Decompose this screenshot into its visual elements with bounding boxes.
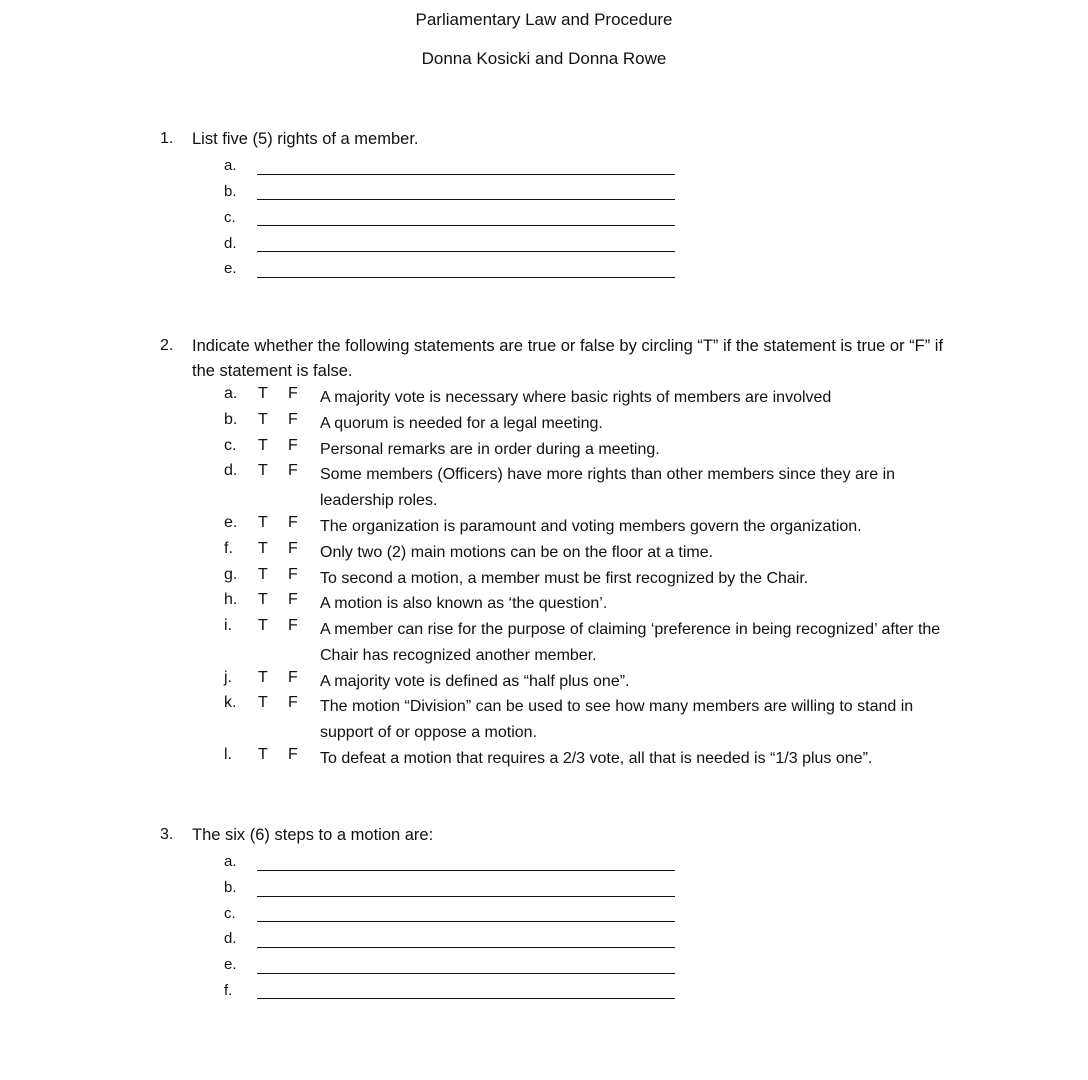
true-option[interactable]: T xyxy=(258,746,268,763)
true-option[interactable]: T xyxy=(258,540,268,557)
statement-letter: e. xyxy=(224,514,238,531)
true-option[interactable]: T xyxy=(258,617,268,634)
question-1-item-label: a. xyxy=(224,157,237,174)
question-1-answer-blank[interactable] xyxy=(257,251,675,252)
statement-text: A majority vote is defined as “half plus one”. xyxy=(320,673,630,690)
false-option[interactable]: F xyxy=(288,566,298,583)
statement-text: Personal remarks are in order during a meeting. xyxy=(320,441,660,458)
statement-letter: h. xyxy=(224,591,238,608)
statement-letter: d. xyxy=(224,462,238,479)
true-option[interactable]: T xyxy=(258,411,268,428)
question-2-prompt: Indicate whether the following statements are true or false by circling “T” if the statement is true or “F” if the statement is false. xyxy=(192,337,944,380)
question-1-item-label: b. xyxy=(224,183,237,200)
statement-text: To defeat a motion that requires a 2/3 vote, all that is needed is “1/3 plus one”. xyxy=(320,750,873,767)
question-3-number: 3. xyxy=(160,826,174,843)
statement-text: To second a motion, a member must be first recognized by the Chair. xyxy=(320,570,809,587)
true-option[interactable]: T xyxy=(258,514,268,531)
true-option[interactable]: T xyxy=(258,694,268,711)
true-option[interactable]: T xyxy=(258,437,268,454)
statement-text: A member can rise for the purpose of claiming ‘preference in being recognized’ after the Chair has recognized another member. xyxy=(320,621,941,664)
question-1-answer-blank[interactable] xyxy=(257,199,675,200)
question-3-item-label: c. xyxy=(224,905,236,922)
true-option[interactable]: T xyxy=(258,385,268,402)
question-3-item-label: e. xyxy=(224,956,237,973)
statement-text: Only two (2) main motions can be on the floor at a time. xyxy=(320,544,714,561)
question-3-item-label: d. xyxy=(224,930,237,947)
question-3-item-label: f. xyxy=(224,982,233,999)
question-3-answer-blank[interactable] xyxy=(257,947,675,948)
question-1-item-label: c. xyxy=(224,209,236,226)
question-1-prompt: List five (5) rights of a member. xyxy=(192,130,419,148)
statement-text: A majority vote is necessary where basic rights of members are involved xyxy=(320,389,832,406)
question-1-answer-blank[interactable] xyxy=(257,174,675,175)
false-option[interactable]: F xyxy=(288,437,298,454)
statement-letter: c. xyxy=(224,437,237,454)
statement-letter: b. xyxy=(224,411,238,428)
false-option[interactable]: F xyxy=(288,591,298,608)
question-1-item-label: d. xyxy=(224,235,237,252)
question-3-answer-blank[interactable] xyxy=(257,870,675,871)
statement-letter: g. xyxy=(224,566,238,583)
question-3-answer-blank[interactable] xyxy=(257,998,675,999)
true-option[interactable]: T xyxy=(258,462,268,479)
statement-letter: l. xyxy=(224,746,232,763)
statement-text: The motion “Division” can be used to see how many members are willing to stand in support of or oppose a motion. xyxy=(320,698,914,741)
false-option[interactable]: F xyxy=(288,617,298,634)
question-3-answer-blank[interactable] xyxy=(257,973,675,974)
question-1-item-label: e. xyxy=(224,260,237,277)
document-authors: Donna Kosicki and Donna Rowe xyxy=(421,49,667,68)
question-1-answer-blank[interactable] xyxy=(257,225,675,226)
statement-letter: a. xyxy=(224,385,238,402)
false-option[interactable]: F xyxy=(288,669,298,686)
true-option[interactable]: T xyxy=(258,669,268,686)
statement-letter: i. xyxy=(224,617,232,634)
false-option[interactable]: F xyxy=(288,540,298,557)
false-option[interactable]: F xyxy=(288,694,298,711)
statement-letter: j. xyxy=(224,669,232,686)
false-option[interactable]: F xyxy=(288,385,298,402)
statement-text: The organization is paramount and voting members govern the organization. xyxy=(320,518,862,535)
statement-letter: k. xyxy=(224,694,237,711)
statement-letter: f. xyxy=(224,540,233,557)
question-3-item-label: b. xyxy=(224,879,237,896)
false-option[interactable]: F xyxy=(288,462,298,479)
true-option[interactable]: T xyxy=(258,591,268,608)
question-2-number: 2. xyxy=(160,337,174,354)
question-3-answer-blank[interactable] xyxy=(257,896,675,897)
document-title: Parliamentary Law and Procedure xyxy=(415,10,673,29)
false-option[interactable]: F xyxy=(288,411,298,428)
true-option[interactable]: T xyxy=(258,566,268,583)
statement-text: A motion is also known as ‘the question’. xyxy=(320,595,608,612)
false-option[interactable]: F xyxy=(288,514,298,531)
question-1-number: 1. xyxy=(160,130,174,147)
question-3-answer-blank[interactable] xyxy=(257,921,675,922)
question-3-item-label: a. xyxy=(224,853,237,870)
false-option[interactable]: F xyxy=(288,746,298,763)
question-1-answer-blank[interactable] xyxy=(257,277,675,278)
statement-text: Some members (Officers) have more rights than other members since they are in leadership roles. xyxy=(320,466,896,509)
question-3-prompt: The six (6) steps to a motion are: xyxy=(192,826,434,844)
statement-text: A quorum is needed for a legal meeting. xyxy=(320,415,603,432)
